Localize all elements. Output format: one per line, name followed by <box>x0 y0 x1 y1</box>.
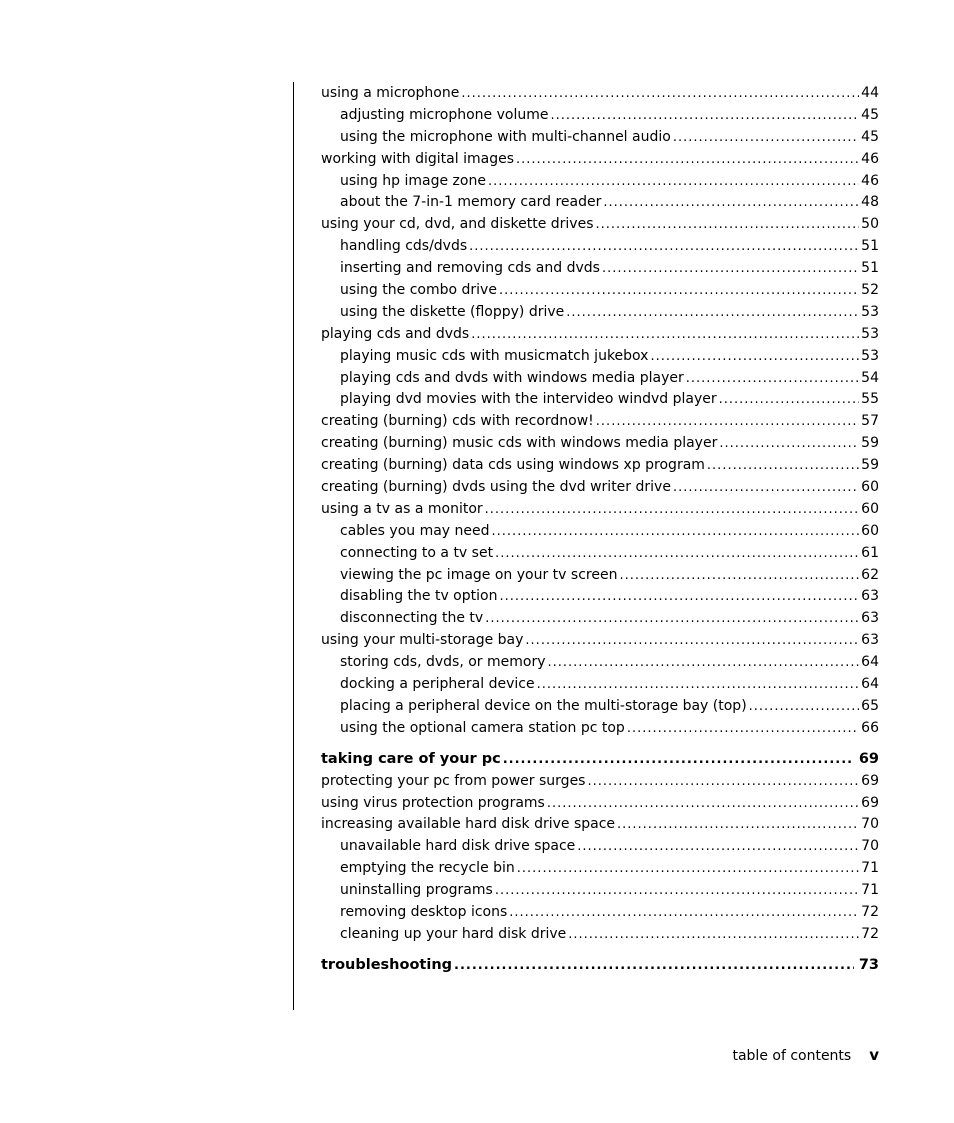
toc-section-entry[interactable] <box>321 814 879 836</box>
toc-entry-label: troubleshooting <box>321 956 453 973</box>
toc-entry-label: placing a peripheral device on the multi-storage bay (top) <box>340 697 747 714</box>
toc-section-entry[interactable] <box>321 83 879 105</box>
toc-entry-page: 55 <box>861 391 879 408</box>
toc-dot-leader <box>503 749 854 771</box>
toc-entry-label: playing cds and dvds with windows media player <box>340 369 684 386</box>
toc-entry-label: inserting and removing cds and dvds <box>340 260 600 277</box>
toc-dot-leader <box>525 630 859 652</box>
toc-entry-page: 53 <box>861 303 879 320</box>
toc-section-entry[interactable] <box>321 771 879 793</box>
toc-dot-leader <box>749 696 860 718</box>
toc-entry-page: 57 <box>861 413 879 430</box>
toc-entry-label: cables you may need <box>340 522 490 539</box>
toc-section-entry[interactable] <box>321 411 879 433</box>
toc-subsection-entry[interactable] <box>321 543 879 565</box>
toc-entry-label: creating (burning) data cds using windows xp program <box>321 457 705 474</box>
toc-entry-page: 61 <box>861 544 879 561</box>
toc-entry-label: uninstalling programs <box>340 882 493 899</box>
toc-subsection-entry[interactable] <box>321 280 879 302</box>
table-of-contents <box>321 83 879 977</box>
toc-dot-leader <box>485 499 860 521</box>
toc-dot-leader <box>566 302 859 324</box>
toc-chapter-entry[interactable] <box>321 749 879 771</box>
toc-dot-leader <box>495 543 859 565</box>
toc-entry-page: 59 <box>861 457 879 474</box>
toc-section-entry[interactable] <box>321 793 879 815</box>
toc-entry-label: creating (burning) music cds with windows media player <box>321 435 718 452</box>
toc-dot-leader <box>619 565 859 587</box>
toc-entry-label: using the microphone with multi-channel audio <box>340 128 671 145</box>
toc-entry-page: 64 <box>861 654 879 671</box>
toc-dot-leader <box>673 477 859 499</box>
toc-section-entry[interactable] <box>321 214 879 236</box>
toc-section-entry[interactable] <box>321 324 879 346</box>
toc-entry-page: 62 <box>861 566 879 583</box>
toc-dot-leader <box>577 836 859 858</box>
toc-dot-leader <box>627 718 859 740</box>
margin-rule <box>293 82 294 1010</box>
toc-dot-leader <box>469 236 859 258</box>
toc-dot-leader <box>547 793 859 815</box>
toc-dot-leader <box>495 880 859 902</box>
toc-entry-page: 45 <box>861 128 879 145</box>
toc-entry-label: playing dvd movies with the intervideo windvd player <box>340 391 717 408</box>
toc-subsection-entry[interactable] <box>321 302 879 324</box>
toc-entry-label: using the optional camera station pc top <box>340 719 625 736</box>
toc-entry-page: 63 <box>861 610 879 627</box>
toc-dot-leader <box>550 105 859 127</box>
toc-section-entry[interactable] <box>321 630 879 652</box>
toc-entry-page: 59 <box>861 435 879 452</box>
toc-entry-label: increasing available hard disk drive space <box>321 816 616 833</box>
toc-entry-label: disabling the tv option <box>340 588 498 605</box>
toc-subsection-entry[interactable] <box>321 192 879 214</box>
toc-entry-label: taking care of your pc <box>321 750 501 767</box>
toc-entry-page: 53 <box>861 325 879 342</box>
toc-entry-page: 46 <box>861 150 879 167</box>
toc-entry-page: 69 <box>858 750 879 767</box>
toc-entry-label: creating (burning) cds with recordnow! <box>321 413 594 430</box>
toc-entry-page: 70 <box>861 838 879 855</box>
toc-subsection-entry[interactable] <box>321 258 879 280</box>
toc-subsection-entry[interactable] <box>321 389 879 411</box>
toc-dot-leader <box>719 389 860 411</box>
toc-subsection-entry[interactable] <box>321 880 879 902</box>
toc-dot-leader <box>509 902 859 924</box>
toc-section-entry[interactable] <box>321 477 879 499</box>
toc-entry-label: connecting to a tv set <box>340 544 494 561</box>
toc-entry-page: 71 <box>861 860 879 877</box>
toc-dot-leader <box>516 149 859 171</box>
toc-dot-leader <box>650 346 859 368</box>
toc-entry-page: 63 <box>861 632 879 649</box>
toc-entry-label: using your cd, dvd, and diskette drives <box>321 216 594 233</box>
toc-subsection-entry[interactable] <box>321 521 879 543</box>
toc-subsection-entry[interactable] <box>321 696 879 718</box>
toc-entry-page: 69 <box>861 794 879 811</box>
toc-dot-leader <box>603 192 859 214</box>
toc-entry-page: 50 <box>861 216 879 233</box>
toc-entry-label: docking a peripheral device <box>340 676 535 693</box>
toc-dot-leader <box>686 368 859 390</box>
toc-dot-leader <box>492 521 860 543</box>
toc-subsection-entry[interactable] <box>321 858 879 880</box>
toc-entry-label: using the diskette (floppy) drive <box>340 303 565 320</box>
toc-entry-page: 63 <box>861 588 879 605</box>
toc-entry-page: 73 <box>858 956 879 973</box>
toc-section-entry[interactable] <box>321 433 879 455</box>
toc-dot-leader <box>537 674 860 696</box>
toc-entry-page: 46 <box>861 172 879 189</box>
toc-entry-label: using virus protection programs <box>321 794 545 811</box>
toc-entry-label: disconnecting the tv <box>340 610 484 627</box>
toc-subsection-entry[interactable] <box>321 924 879 946</box>
toc-subsection-entry[interactable] <box>321 836 879 858</box>
toc-entry-label: adjusting microphone volume <box>340 106 549 123</box>
toc-entry-label: playing music cds with musicmatch jukebox <box>340 347 649 364</box>
toc-entry-label: using hp image zone <box>340 172 486 189</box>
toc-entry-label: playing cds and dvds <box>321 325 470 342</box>
toc-subsection-entry[interactable] <box>321 171 879 193</box>
toc-dot-leader <box>454 955 854 977</box>
toc-dot-leader <box>602 258 859 280</box>
toc-section-entry[interactable] <box>321 455 879 477</box>
toc-entry-page: 69 <box>861 772 879 789</box>
toc-entry-label: removing desktop icons <box>340 903 508 920</box>
toc-dot-leader <box>707 455 859 477</box>
toc-dot-leader <box>548 652 860 674</box>
toc-entry-page: 48 <box>861 194 879 211</box>
toc-entry-page: 52 <box>861 282 879 299</box>
toc-entry-page: 64 <box>861 676 879 693</box>
toc-dot-leader <box>568 924 859 946</box>
toc-entry-label: emptying the recycle bin <box>340 860 515 877</box>
toc-subsection-entry[interactable] <box>321 236 879 258</box>
toc-entry-page: 72 <box>861 925 879 942</box>
toc-entry-label: storing cds, dvds, or memory <box>340 654 546 671</box>
toc-entry-label: using your multi-storage bay <box>321 632 524 649</box>
toc-entry-label: unavailable hard disk drive space <box>340 838 576 855</box>
toc-subsection-entry[interactable] <box>321 127 879 149</box>
toc-subsection-entry[interactable] <box>321 902 879 924</box>
toc-dot-leader <box>461 83 859 105</box>
toc-subsection-entry[interactable] <box>321 368 879 390</box>
toc-section-entry[interactable] <box>321 499 879 521</box>
toc-dot-leader <box>488 171 859 193</box>
toc-entry-page: 60 <box>861 522 879 539</box>
toc-subsection-entry[interactable] <box>321 346 879 368</box>
toc-entry-label: creating (burning) dvds using the dvd writer drive <box>321 479 671 496</box>
toc-entry-page: 71 <box>861 882 879 899</box>
footer-title: table of contents <box>732 1048 852 1064</box>
toc-entry-label: viewing the pc image on your tv screen <box>340 566 618 583</box>
toc-dot-leader <box>587 771 859 793</box>
toc-entry-page: 54 <box>861 369 879 386</box>
toc-dot-leader <box>471 324 859 346</box>
toc-entry-page: 51 <box>861 238 879 255</box>
page-footer <box>732 1046 879 1064</box>
toc-entry-page: 60 <box>861 479 879 496</box>
toc-entry-page: 45 <box>861 106 879 123</box>
toc-entry-label: working with digital images <box>321 150 514 167</box>
toc-section-entry[interactable] <box>321 149 879 171</box>
toc-subsection-entry[interactable] <box>321 674 879 696</box>
toc-subsection-entry[interactable] <box>321 718 879 740</box>
toc-entry-label: handling cds/dvds <box>340 238 468 255</box>
toc-entry-page: 65 <box>861 697 879 714</box>
toc-entry-page: 70 <box>861 816 879 833</box>
toc-dot-leader <box>485 608 859 630</box>
toc-entry-label: about the 7-in-1 memory card reader <box>340 194 602 211</box>
toc-dot-leader <box>596 214 860 236</box>
footer-page-number: v <box>869 1046 879 1064</box>
toc-dot-leader <box>673 127 859 149</box>
toc-dot-leader <box>517 858 859 880</box>
toc-dot-leader <box>617 814 859 836</box>
toc-subsection-entry[interactable] <box>321 565 879 587</box>
toc-entry-page: 66 <box>861 719 879 736</box>
toc-subsection-entry[interactable] <box>321 586 879 608</box>
toc-entry-label: protecting your pc from power surges <box>321 772 586 789</box>
toc-dot-leader <box>499 280 859 302</box>
toc-subsection-entry[interactable] <box>321 608 879 630</box>
toc-subsection-entry[interactable] <box>321 652 879 674</box>
toc-dot-leader <box>719 433 859 455</box>
toc-entry-page: 44 <box>861 85 879 101</box>
toc-entry-label: using the combo drive <box>340 282 497 299</box>
toc-entry-page: 72 <box>861 903 879 920</box>
toc-entry-page: 53 <box>861 347 879 364</box>
toc-dot-leader <box>596 411 859 433</box>
toc-entry-page: 60 <box>861 500 879 517</box>
toc-entry-page: 51 <box>861 260 879 277</box>
toc-entry-label: using a microphone <box>321 85 460 101</box>
toc-chapter-entry[interactable] <box>321 955 879 977</box>
toc-subsection-entry[interactable] <box>321 105 879 127</box>
toc-entry-label: using a tv as a monitor <box>321 500 483 517</box>
toc-entry-label: cleaning up your hard disk drive <box>340 925 567 942</box>
toc-dot-leader <box>499 586 859 608</box>
